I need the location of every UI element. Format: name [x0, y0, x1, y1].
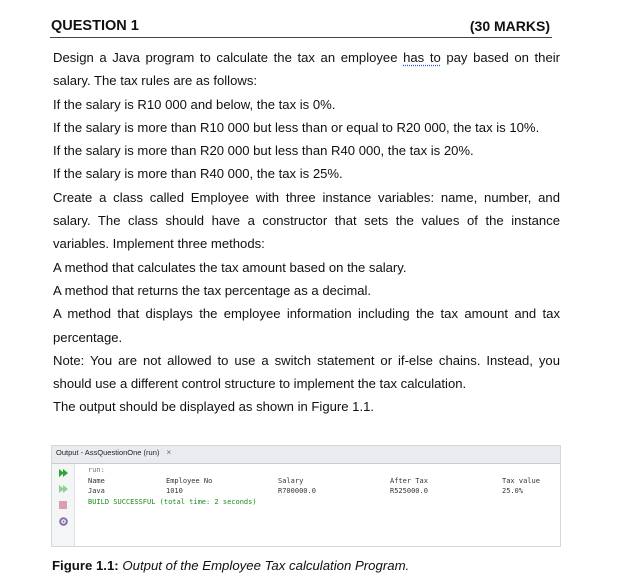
header-employee-no: Employee No — [166, 476, 213, 485]
settings-icon[interactable] — [57, 516, 69, 527]
method-3-line-2: percentage. — [53, 329, 123, 345]
note-line-2: should use a different control structure to implement the tax calculation. — [53, 376, 467, 392]
intro-line-2: salary. The tax rules are as follows: — [53, 73, 258, 89]
class-line-2: salary. The class should have a constructor that sets the values of the instance — [53, 213, 560, 229]
stop-icon[interactable] — [57, 500, 69, 511]
method-3-line-1: A method that displays the employee information including the tax amount and tax — [53, 306, 560, 322]
question-marks: (30 MARKS) — [469, 18, 550, 34]
cell-name: Java — [88, 487, 105, 495]
question-number: QUESTION 1 — [51, 18, 139, 34]
header-name: Name — [88, 476, 105, 485]
cell-employee-no: 1010 — [166, 487, 183, 495]
output-toolbar — [52, 464, 75, 546]
method-2: A method that returns the tax percentage as a decimal. — [53, 282, 372, 298]
output-panel: Output - AssQuestionOne (run) × run: Name Employee No Salary After Tax Tax value Java 1010 R700000.0 R525000.0 25.0% BUILD SUCCESSFUL (total time: 2 seconds) — [51, 445, 561, 547]
figure-caption-text: Output of the Employee Tax calculation Program. — [122, 558, 410, 573]
note-line-1: Note: You are not allowed to use a switch statement or if-else chains. Instead, you — [53, 352, 560, 368]
figure-caption — [52, 558, 409, 573]
question-header — [50, 17, 552, 38]
tax-rule-2: If the salary is more than R10 000 but less than or equal to R20 000, the tax is 10%. — [53, 119, 540, 135]
tax-rule-1: If the salary is R10 000 and below, the tax is 0%. — [53, 96, 336, 112]
rerun-with-options-icon[interactable] — [57, 484, 69, 495]
output-tab-label: Output - AssQuestionOne (run) — [56, 448, 160, 457]
close-icon[interactable]: × — [166, 448, 172, 457]
method-1: A method that calculates the tax amount based on the salary. — [53, 259, 407, 275]
output-tabbar — [52, 446, 560, 464]
header-after-tax: After Tax — [390, 476, 428, 485]
spellcheck-phrase: has to — [403, 50, 441, 65]
cell-salary: R700000.0 — [278, 487, 316, 495]
header-salary: Salary — [278, 476, 304, 485]
tax-rule-3: If the salary is more than R20 000 but less than R40 000, the tax is 20%. — [53, 143, 474, 159]
class-line-3: variables. Implement three methods: — [53, 236, 265, 252]
header-tax-value: Tax value — [502, 476, 540, 485]
output-tab[interactable] — [56, 448, 171, 457]
rerun-icon[interactable] — [57, 468, 69, 479]
figure-label: Figure 1.1: — [52, 558, 119, 573]
output-instruction: The output should be displayed as shown in Figure 1.1. — [53, 399, 375, 415]
cell-after-tax: R525000.0 — [390, 487, 428, 495]
question-body — [53, 46, 560, 419]
class-line-1: Create a class called Employee with three instance variables: name, number, and — [53, 189, 560, 205]
cell-tax-value: 25.0% — [502, 487, 524, 495]
intro-line-1: Design a Java program to calculate the tax an employee has to pay based on their — [53, 50, 560, 65]
tax-rule-4: If the salary is more than R40 000, the tax is 25%. — [53, 166, 343, 182]
